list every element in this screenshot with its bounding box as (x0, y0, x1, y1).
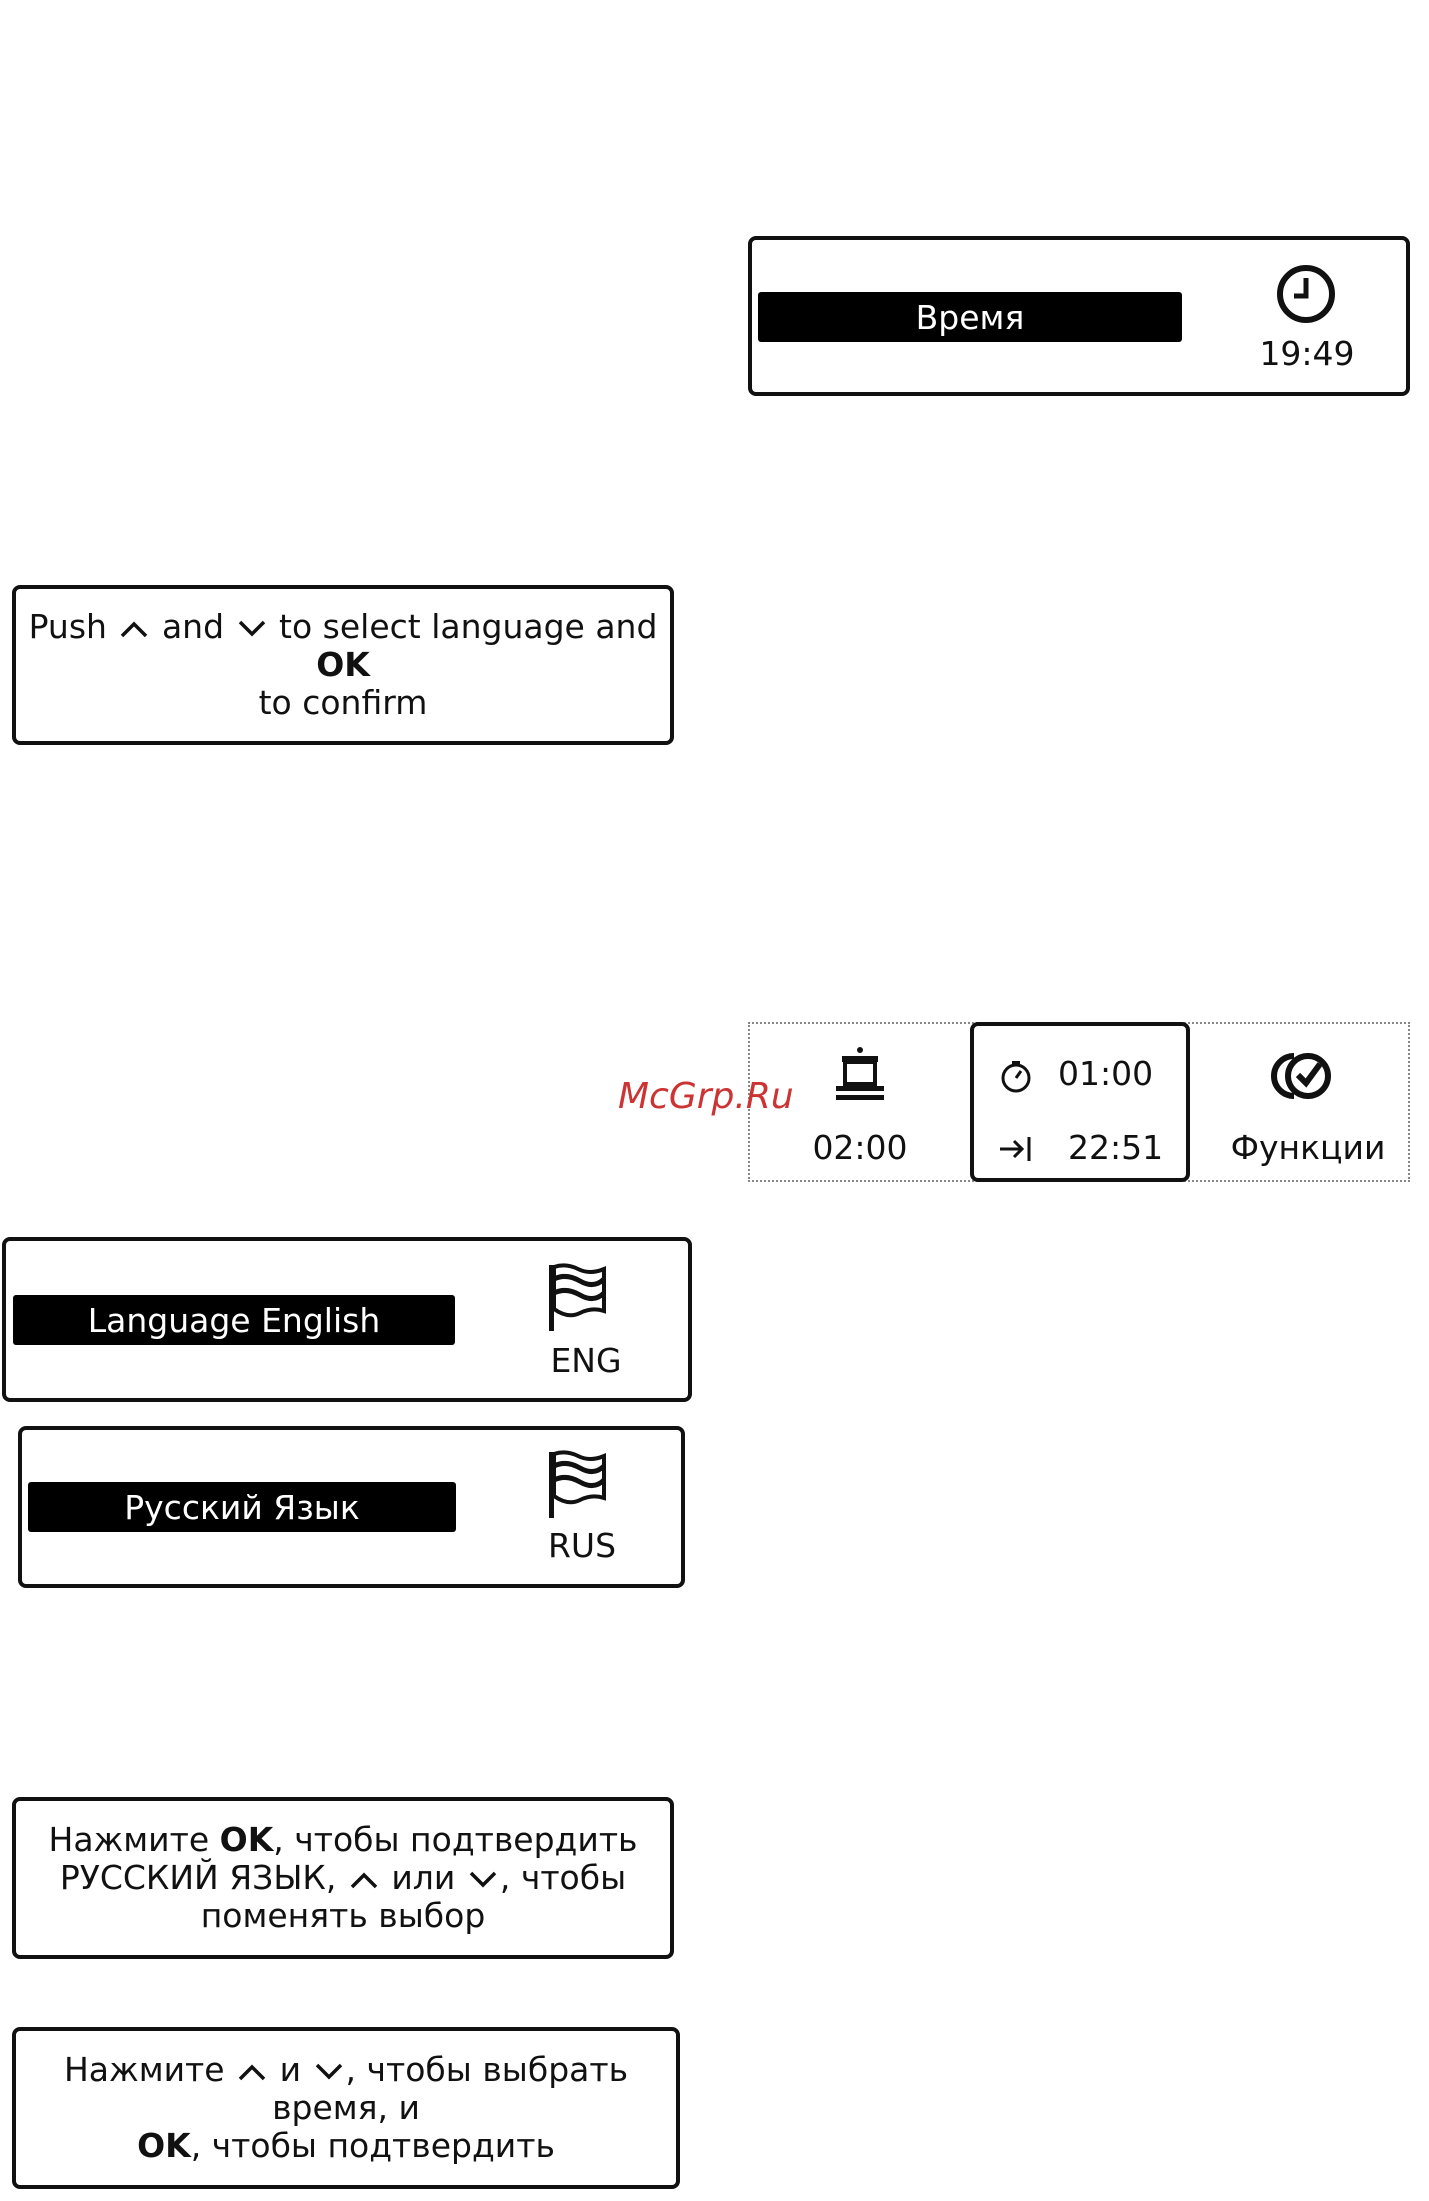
time-menu-label: Время (915, 297, 1025, 337)
end-time-icon (998, 1134, 1034, 1164)
language-english-panel (2, 1237, 692, 1402)
functions-icon (1268, 1050, 1334, 1102)
clock-icon (1274, 262, 1338, 326)
time-select-text: Нажмите и , чтобы выбрать время, и OK, чтобы подтвердить (63, 2050, 629, 2165)
clock-time: 19:49 (1259, 334, 1355, 373)
end-time-value: 22:51 (1068, 1128, 1164, 1167)
language-prompt-text: Push and to select language and OK to confirm (28, 607, 658, 722)
functions-label: Функции (1230, 1128, 1386, 1167)
language-russian-code: RUS (547, 1526, 617, 1565)
language-prompt-en (12, 585, 674, 745)
language-russian-panel (18, 1426, 685, 1588)
time-select-prompt (12, 2027, 680, 2189)
down-arrow-icon (237, 619, 267, 639)
up-arrow-icon (237, 2062, 267, 2082)
down-arrow-icon (468, 1870, 498, 1890)
language-english-item[interactable] (13, 1295, 455, 1345)
dishwasher-icon (828, 1044, 892, 1106)
flag-icon (546, 1450, 612, 1520)
language-english-code: ENG (550, 1341, 622, 1380)
timer-icon (998, 1058, 1034, 1094)
confirm-language-text: Нажмите OK, чтобы подтвердить РУССКИЙ ЯЗЫК, или , чтобы поменять выбор (48, 1820, 638, 1935)
time-menu-item[interactable] (758, 292, 1182, 342)
time-panel (748, 236, 1410, 396)
down-arrow-icon (314, 2062, 344, 2082)
language-english-label: Language English (87, 1300, 381, 1340)
up-arrow-icon (349, 1870, 379, 1890)
up-arrow-icon (119, 619, 149, 639)
confirm-language-prompt (12, 1797, 674, 1959)
language-russian-label: Русский Язык (124, 1487, 360, 1527)
watermark-text: McGrp.Ru (618, 1076, 794, 1117)
timer-value: 01:00 (1058, 1054, 1154, 1093)
program-panel (748, 1022, 1410, 1182)
language-russian-item[interactable] (28, 1482, 456, 1532)
timer-box[interactable] (970, 1022, 1190, 1182)
dish-time: 02:00 (812, 1128, 908, 1167)
flag-icon (546, 1263, 612, 1333)
